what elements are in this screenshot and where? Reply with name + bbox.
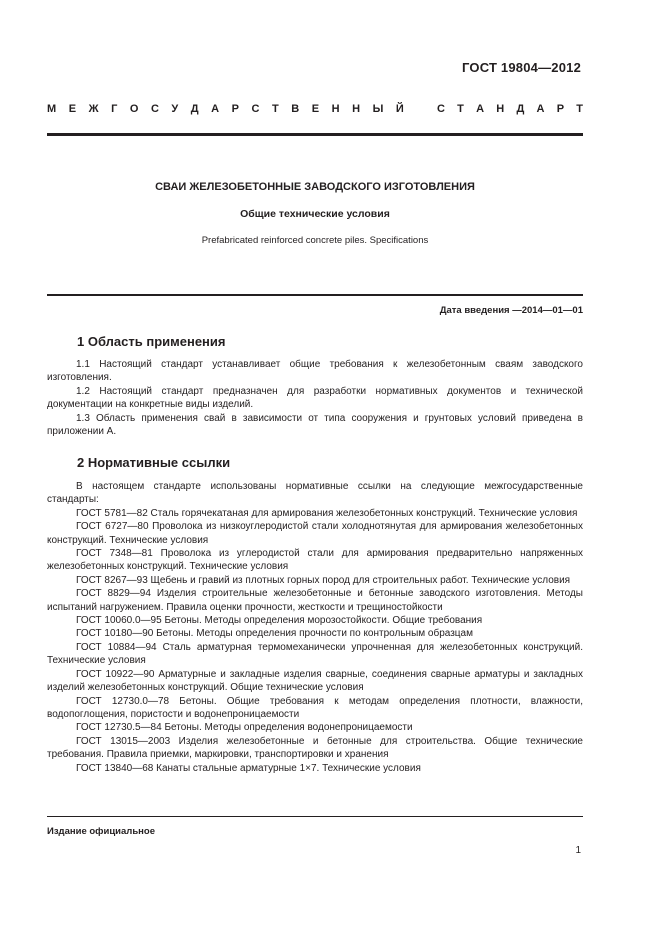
interstate-standard-heading	[47, 103, 583, 115]
heading-letter: А	[211, 103, 220, 115]
introduction-date: Дата введения —2014—01—01	[439, 305, 583, 316]
heading-letter: О	[129, 103, 139, 115]
header-rule	[47, 133, 583, 136]
reference-item: ГОСТ 6727—80 Проволока из низкоуглеродистой стали холоднотянутая для армирования железобетонных конструкций. Технические условия	[47, 521, 583, 546]
reference-item: ГОСТ 5781—82 Сталь горячекатаная для армирования железобетонных конструкций. Технические условия	[76, 507, 578, 519]
paragraph: 1.2 Настоящий стандарт предназначен для разработки нормативных документов и технической документации на конкретные виды изделий.	[47, 385, 583, 411]
heading-letter: Р	[231, 103, 239, 115]
paragraph: 1.1 Настоящий стандарт устанавливает общие требования к железобетонным сваям заводского изготовления.	[47, 359, 583, 384]
heading-letter: В	[291, 103, 300, 115]
heading-letter: Ы	[372, 103, 384, 115]
document-title: СВАИ ЖЕЛЕЗОБЕТОННЫЕ ЗАВОДСКОГО ИЗГОТОВЛЕНИЯ	[155, 181, 475, 193]
heading-letter: Г	[111, 103, 118, 115]
section-2-heading: 2 Нормативные ссылки	[77, 455, 231, 470]
heading-letter: Ж	[88, 103, 99, 115]
heading-letter: М	[47, 103, 57, 115]
heading-letter: С	[251, 103, 260, 115]
reference-item: ГОСТ 12730.5—84 Бетоны. Методы определения водонепроницаемости	[76, 722, 413, 734]
section-2-body	[47, 480, 583, 775]
paragraph: 1.3 Область применения свай в зависимости от типа сооружения и грунтовых условий приведена в приложении А.	[47, 412, 583, 438]
reference-item: ГОСТ 7348—81 Проволока из углеродистой стали для армирования предварительно напряженных железобетонных конструкций. Технические условия	[47, 548, 583, 573]
heading-letter: Е	[68, 103, 77, 115]
heading-letter: С	[437, 103, 445, 115]
heading-letter: Д	[516, 103, 525, 115]
heading-letter: Д	[190, 103, 199, 115]
reference-item: ГОСТ 13840—68 Канаты стальные арматурные 1×7. Технические условия	[76, 762, 421, 774]
reference-item: ГОСТ 10180—90 Бетоны. Методы определения прочности по контрольным образцам	[76, 628, 473, 640]
heading-letter: Т	[272, 103, 279, 115]
title-rule	[47, 294, 583, 296]
heading-letter: Н	[352, 103, 361, 115]
reference-item: ГОСТ 10884—94 Сталь арматурная термомеханически упрочненная для железобетонных конструкций. Технические условия	[47, 641, 583, 667]
reference-item: ГОСТ 8829—94 Изделия строительные железобетонные и бетонные заводского изготовления. Методы испытаний нагружением. Правила оценки прочности, жесткости и трещиностойкости	[47, 588, 583, 613]
official-edition-label: Издание официальное	[47, 826, 155, 837]
heading-letter: Т	[457, 103, 464, 115]
standard-word	[437, 103, 583, 115]
document-subtitle: Общие технические условия	[240, 208, 390, 220]
reference-item: ГОСТ 12730.0—78 Бетоны. Общие требования к методам определения плотности, влажности, водопоглощения, пористости и водонепроницаемости	[47, 695, 583, 720]
reference-item: ГОСТ 8267—93 Щебень и гравий из плотных горных пород для строительных работ. Технические условия	[76, 574, 571, 586]
heading-letter: Н	[496, 103, 505, 115]
section-1-body	[47, 358, 583, 438]
heading-letter: Й	[395, 103, 404, 115]
paragraph: В настоящем стандарте использованы нормативные ссылки на следующие межгосударственные стандарты:	[47, 481, 583, 506]
english-title: Prefabricated reinforced concrete piles. Specifications	[201, 235, 429, 246]
heading-letter: А	[476, 103, 485, 115]
heading-letter: Е	[311, 103, 320, 115]
heading-letter: А	[536, 103, 545, 115]
heading-letter: Н	[331, 103, 340, 115]
reference-item: ГОСТ 10922—90 Арматурные и закладные изделия сварные, соединения сварные арматуры и закладных изделий железобетонных конструкций. Общие технические условия	[47, 668, 583, 694]
heading-letter: Т	[576, 103, 583, 115]
section-1-heading: 1 Область применения	[77, 334, 226, 349]
gost-code: ГОСТ 19804—2012	[462, 60, 581, 75]
heading-letter: С	[150, 103, 159, 115]
reference-item: ГОСТ 10060.0—95 Бетоны. Методы определения морозостойкости. Общие требования	[76, 615, 483, 627]
footer-rule	[47, 816, 583, 817]
reference-item: ГОСТ 13015—2003 Изделия железобетонные и бетонные для строительства. Общие технические требования. Правила приемки, маркировки, транспортировки и хранения	[47, 735, 583, 761]
page-number: 1	[575, 845, 581, 856]
heading-letter: Р	[556, 103, 565, 115]
interstate-word	[47, 103, 404, 115]
heading-letter: У	[171, 103, 179, 115]
